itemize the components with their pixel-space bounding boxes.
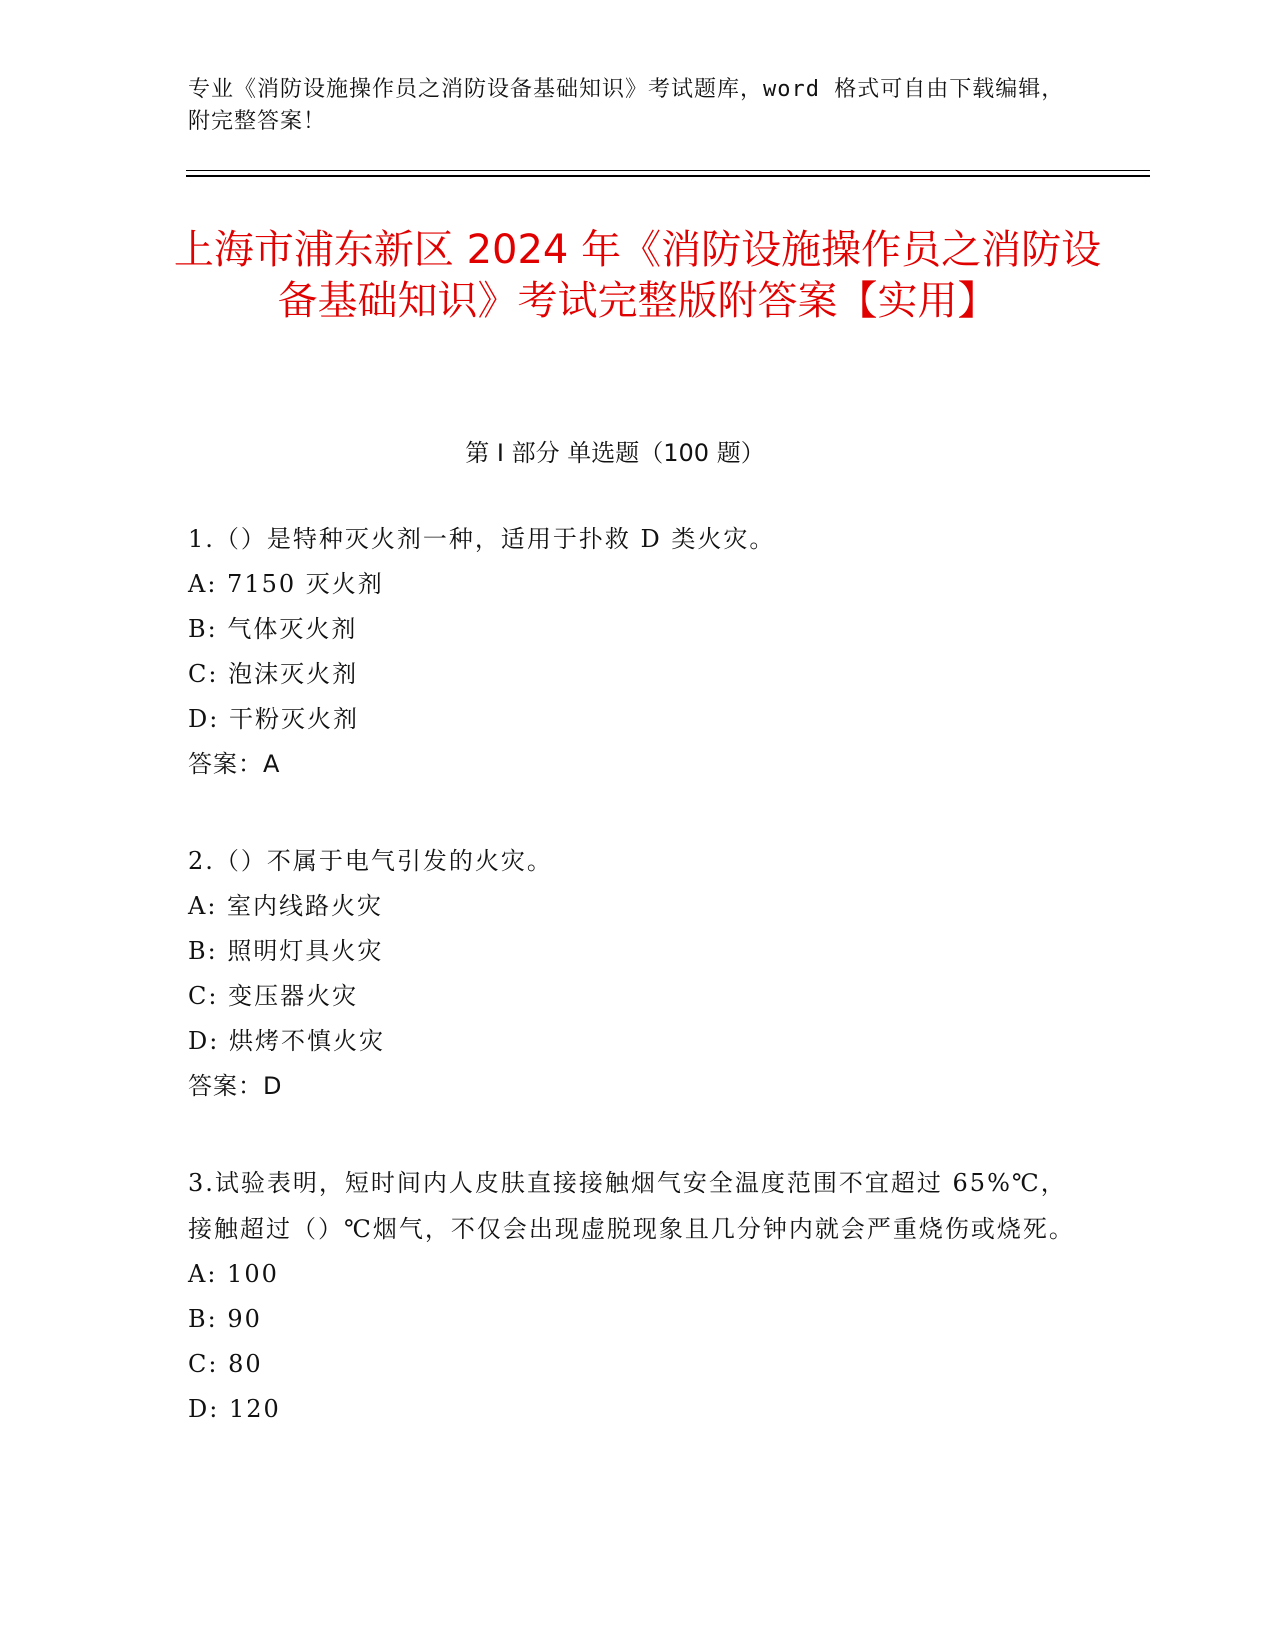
answer: 答案：A [188, 750, 281, 778]
option-b: B: 90 [188, 1305, 262, 1333]
section-heading: 第 I 部分 单选题（100 题） [465, 439, 765, 467]
header-divider-thin [186, 170, 1150, 171]
question-3 [188, 1160, 1088, 1432]
option-c: C: 变压器火灾 [188, 982, 359, 1010]
option-b: B: 气体灭火剂 [188, 615, 358, 643]
option-d: D: 120 [188, 1395, 281, 1423]
option-a: A: 100 [188, 1260, 279, 1288]
option-a: A: 7150 灭火剂 [188, 570, 384, 598]
question-2 [188, 838, 1088, 1109]
answer: 答案：D [188, 1072, 283, 1100]
option-d: D: 烘烤不慎火灾 [188, 1027, 385, 1055]
question-stem: 3.试验表明，短时间内人皮肤直接接触烟气安全温度范围不宜超过 65%℃，接触超过（）℃烟气，不仅会出现虚脱现象且几分钟内就会严重烧伤或烧死。 [188, 1169, 1075, 1243]
header-note: 专业《消防设施操作员之消防设备基础知识》考试题库，word 格式可自由下载编辑，附完整答案！ [188, 77, 1065, 134]
question-1 [188, 516, 1088, 787]
question-stem: 2.（）不属于电气引发的火灾。 [188, 847, 553, 875]
option-c: C: 泡沫灭火剂 [188, 660, 359, 688]
option-d: D: 干粉灭火剂 [188, 705, 359, 733]
document-title: 上海市浦东新区 2024 年《消防设施操作员之消防设备基础知识》考试完整版附答案【实用】 [173, 227, 1102, 324]
option-c: C: 80 [188, 1350, 263, 1378]
option-a: A: 室内线路火灾 [188, 892, 384, 920]
question-stem: 1.（）是特种灭火剂一种，适用于扑救 D 类火灾。 [188, 525, 776, 553]
option-b: B: 照明灯具火灾 [188, 937, 384, 965]
header-divider-thick [186, 175, 1150, 177]
